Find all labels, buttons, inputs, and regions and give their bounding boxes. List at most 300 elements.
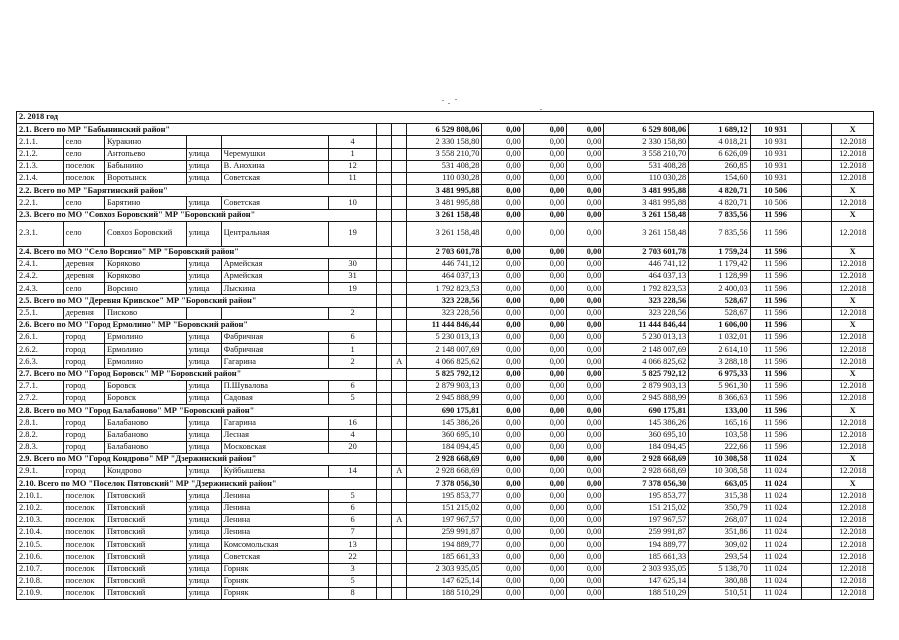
completion-date: 12.2018 (832, 258, 874, 270)
street-name: Горняк (221, 587, 328, 599)
completion-date: 12.2018 (832, 332, 874, 344)
regional-budget: 0,00 (523, 502, 566, 514)
owners-funds: 147 625,14 (604, 575, 689, 587)
local-budget: 0,00 (567, 295, 604, 307)
limit-cost: 11 596 (750, 417, 801, 429)
local-budget: 0,00 (567, 392, 604, 404)
limit-cost: 11 596 (750, 405, 801, 417)
house-letter (392, 160, 407, 172)
completion-date: 12.2018 (832, 563, 874, 575)
settlement-name: Антопьево (105, 148, 187, 160)
street-name: Фабричная (221, 332, 328, 344)
completion-date: 12.2018 (832, 221, 874, 246)
row-number: 2.4.2. (17, 271, 64, 283)
table-row (17, 283, 874, 295)
specific-cost: 4 018,21 (689, 136, 751, 148)
owners-funds: 145 386,26 (604, 417, 689, 429)
empty-cell (377, 307, 392, 319)
settlement-type: деревня (63, 307, 104, 319)
owners-funds: 194 889,77 (604, 539, 689, 551)
street-type: улица (186, 441, 221, 453)
fund-cost: 0,00 (482, 295, 523, 307)
total-cost: 3 481 995,88 (407, 185, 482, 197)
empty-cell (801, 575, 832, 587)
fund-cost: 0,00 (482, 527, 523, 539)
empty-cell (801, 332, 832, 344)
empty-cell (392, 368, 407, 380)
house-number: 20 (328, 441, 377, 453)
empty-cell (801, 502, 832, 514)
owners-funds: 323 228,56 (604, 307, 689, 319)
completion-date: 12.2018 (832, 527, 874, 539)
limit-cost: 11 596 (750, 356, 801, 368)
local-budget: 0,00 (567, 563, 604, 575)
completion-date: 12.2018 (832, 148, 874, 160)
regional-budget: 0,00 (523, 307, 566, 319)
settlement-type: поселок (63, 172, 104, 184)
local-budget: 0,00 (567, 417, 604, 429)
limit-cost: 11 596 (750, 246, 801, 258)
limit-cost: 10 931 (750, 136, 801, 148)
specific-cost: 2 614,10 (689, 344, 751, 356)
group-total-row (17, 295, 874, 307)
specific-cost: 260,85 (689, 160, 751, 172)
specific-cost: 1 032,01 (689, 332, 751, 344)
house-letter (392, 332, 407, 344)
empty-cell (377, 356, 392, 368)
local-budget: 0,00 (567, 258, 604, 270)
settlement-name: Писково (105, 307, 187, 319)
street-type: улица (186, 429, 221, 441)
group-total-row (17, 453, 874, 465)
owners-funds: 2 879 903,13 (604, 380, 689, 392)
row-number: 2.9.1. (17, 466, 64, 478)
local-budget: 0,00 (567, 124, 604, 136)
house-letter: А (392, 356, 407, 368)
owners-funds: 2 148 007,69 (604, 344, 689, 356)
settlement-name: Совхоз Боровский (105, 221, 187, 246)
street-name: Ленина (221, 502, 328, 514)
house-number: 6 (328, 380, 377, 392)
fund-cost: 0,00 (482, 392, 523, 404)
empty-cell (801, 136, 832, 148)
completion-date: 12.2018 (832, 160, 874, 172)
total-cost: 4 066 825,62 (407, 356, 482, 368)
row-number: 2.8.1. (17, 417, 64, 429)
empty-cell (801, 185, 832, 197)
street-type: улица (186, 258, 221, 270)
local-budget: 0,00 (567, 319, 604, 331)
total-cost: 3 261 158,48 (407, 221, 482, 246)
settlement-type: город (63, 441, 104, 453)
fund-cost: 0,00 (482, 160, 523, 172)
regional-budget: 0,00 (523, 539, 566, 551)
limit-cost: 11 596 (750, 368, 801, 380)
row-number: 2.1.2. (17, 148, 64, 160)
owners-funds: 2 928 668,69 (604, 453, 689, 465)
regional-budget: 0,00 (523, 514, 566, 526)
settlement-type: город (63, 380, 104, 392)
row-number: 2.1.4. (17, 172, 64, 184)
empty-cell (801, 478, 832, 490)
fund-cost: 0,00 (482, 209, 523, 221)
completion-date: 12.2018 (832, 392, 874, 404)
table-row (17, 551, 874, 563)
limit-cost: 11 024 (750, 551, 801, 563)
completion-date: 12.2018 (832, 417, 874, 429)
specific-cost: 133,00 (689, 405, 751, 417)
settlement-name: Ермолино (105, 344, 187, 356)
settlement-name: Куракино (105, 136, 187, 148)
limit-cost: 10 931 (750, 172, 801, 184)
table-row (17, 197, 874, 209)
house-letter (392, 539, 407, 551)
local-budget: 0,00 (567, 172, 604, 184)
empty-cell (392, 124, 407, 136)
table-row (17, 160, 874, 172)
limit-cost: 11 596 (750, 429, 801, 441)
limit-cost: 11 596 (750, 344, 801, 356)
owners-funds: 3 261 158,48 (604, 209, 689, 221)
regional-budget: 0,00 (523, 478, 566, 490)
street-name: Советская (221, 551, 328, 563)
settlement-name: Ермолино (105, 356, 187, 368)
empty-cell (377, 368, 392, 380)
specific-cost: 222,66 (689, 441, 751, 453)
empty-cell (377, 453, 392, 465)
house-letter (392, 344, 407, 356)
street-type: улица (186, 344, 221, 356)
fund-cost: 0,00 (482, 563, 523, 575)
table-row (17, 490, 874, 502)
local-budget: 0,00 (567, 502, 604, 514)
house-number: 1 (328, 148, 377, 160)
total-cost: 5 825 792,12 (407, 368, 482, 380)
total-cost: 2 879 903,13 (407, 380, 482, 392)
program-table (16, 111, 874, 600)
house-letter (392, 502, 407, 514)
specific-cost: 154,60 (689, 172, 751, 184)
owners-funds: 5 825 792,12 (604, 368, 689, 380)
house-number: 14 (328, 466, 377, 478)
settlement-type: поселок (63, 514, 104, 526)
settlement-type: поселок (63, 587, 104, 599)
street-type: улица (186, 221, 221, 246)
settlement-type: поселок (63, 551, 104, 563)
total-cost: 2 928 668,69 (407, 466, 482, 478)
table-row (17, 332, 874, 344)
regional-budget: 0,00 (523, 441, 566, 453)
empty-cell (377, 319, 392, 331)
completion-date: 12.2018 (832, 575, 874, 587)
settlement-name: Боровск (105, 380, 187, 392)
limit-cost: 11 024 (750, 539, 801, 551)
limit-cost: 11 596 (750, 271, 801, 283)
regional-budget: 0,00 (523, 380, 566, 392)
settlement-name: Пятовский (105, 502, 187, 514)
empty-cell (801, 221, 832, 246)
owners-funds: 2 928 668,69 (604, 466, 689, 478)
group-label: 2.5. Всего по МО "Деревня Кривское" МР "Боровский район" (17, 295, 377, 307)
street-type: улица (186, 466, 221, 478)
owners-funds: 531 408,28 (604, 160, 689, 172)
owners-funds: 446 741,12 (604, 258, 689, 270)
scan-speck (540, 109, 542, 110)
owners-funds: 6 529 808,06 (604, 124, 689, 136)
group-label: 2.7. Всего по МО "Город Боровск" МР "Боровский район" (17, 368, 377, 380)
regional-budget: 0,00 (523, 185, 566, 197)
fund-cost: 0,00 (482, 380, 523, 392)
local-budget: 0,00 (567, 551, 604, 563)
local-budget: 0,00 (567, 209, 604, 221)
empty-cell (377, 527, 392, 539)
settlement-name: Барятино (105, 197, 187, 209)
row-number: 2.1.1. (17, 136, 64, 148)
specific-cost: 6 975,33 (689, 368, 751, 380)
settlement-type: деревня (63, 258, 104, 270)
street-name: Гагарина (221, 356, 328, 368)
settlement-type: город (63, 392, 104, 404)
total-cost: 11 444 846,44 (407, 319, 482, 331)
row-number: 2.10.3. (17, 514, 64, 526)
local-budget: 0,00 (567, 197, 604, 209)
settlement-type: село (63, 283, 104, 295)
house-letter (392, 172, 407, 184)
empty-cell (377, 380, 392, 392)
specific-cost: 5 961,30 (689, 380, 751, 392)
empty-cell (801, 283, 832, 295)
empty-cell (377, 490, 392, 502)
row-number: 2.3.1. (17, 221, 64, 246)
settlement-name: Кондрово (105, 466, 187, 478)
specific-cost: 510,51 (689, 587, 751, 599)
settlement-name: Пятовский (105, 563, 187, 575)
table-row (17, 344, 874, 356)
table-row (17, 539, 874, 551)
regional-budget: 0,00 (523, 356, 566, 368)
house-letter (392, 417, 407, 429)
settlement-name: Воротынск (105, 172, 187, 184)
owners-funds: 110 030,28 (604, 172, 689, 184)
empty-cell (801, 344, 832, 356)
street-type (186, 307, 221, 319)
empty-cell (392, 478, 407, 490)
empty-cell (801, 172, 832, 184)
limit-cost: 10 931 (750, 148, 801, 160)
group-total-row (17, 124, 874, 136)
limit-cost: 11 596 (750, 307, 801, 319)
specific-cost: 1 128,99 (689, 271, 751, 283)
total-cost: 184 094,45 (407, 441, 482, 453)
total-cost: 690 175,81 (407, 405, 482, 417)
owners-funds: 195 853,77 (604, 490, 689, 502)
regional-budget: 0,00 (523, 466, 566, 478)
street-name: Садовая (221, 392, 328, 404)
house-letter (392, 441, 407, 453)
local-budget: 0,00 (567, 466, 604, 478)
settlement-type: село (63, 221, 104, 246)
house-number: 13 (328, 539, 377, 551)
limit-cost: 11 596 (750, 380, 801, 392)
street-name: Горняк (221, 575, 328, 587)
empty-cell (801, 490, 832, 502)
table-row (17, 575, 874, 587)
specific-cost: 8 366,63 (689, 392, 751, 404)
empty-cell (377, 514, 392, 526)
owners-funds: 2 330 158,80 (604, 136, 689, 148)
total-cost: 3 481 995,88 (407, 197, 482, 209)
row-number: 2.10.8. (17, 575, 64, 587)
street-name: Фабричная (221, 344, 328, 356)
limit-cost: 11 596 (750, 258, 801, 270)
house-letter (392, 307, 407, 319)
street-type: улица (186, 514, 221, 526)
specific-cost: 1 759,24 (689, 246, 751, 258)
street-name: Гагарина (221, 417, 328, 429)
total-cost: 3 261 158,48 (407, 209, 482, 221)
street-type: улица (186, 148, 221, 160)
street-name: П.Шувалова (221, 380, 328, 392)
settlement-type: город (63, 417, 104, 429)
owners-funds: 188 510,29 (604, 587, 689, 599)
empty-cell (377, 136, 392, 148)
house-number: 16 (328, 417, 377, 429)
empty-cell (377, 478, 392, 490)
empty-cell (377, 283, 392, 295)
empty-cell (377, 563, 392, 575)
completion-date: 12.2018 (832, 136, 874, 148)
limit-cost: 11 596 (750, 283, 801, 295)
row-number: 2.5.1. (17, 307, 64, 319)
limit-cost: 11 024 (750, 478, 801, 490)
street-type: улица (186, 563, 221, 575)
table-row (17, 148, 874, 160)
completion-date: 12.2018 (832, 380, 874, 392)
street-name: Лесная (221, 429, 328, 441)
street-name: В. Анохина (221, 160, 328, 172)
table-row (17, 441, 874, 453)
house-number: 19 (328, 221, 377, 246)
table-row (17, 392, 874, 404)
owners-funds: 3 261 158,48 (604, 221, 689, 246)
empty-cell (801, 539, 832, 551)
owners-funds: 323 228,56 (604, 295, 689, 307)
regional-budget: 0,00 (523, 405, 566, 417)
limit-cost: 11 024 (750, 587, 801, 599)
settlement-name: Ворсино (105, 283, 187, 295)
settlement-name: Балабаново (105, 429, 187, 441)
empty-cell (377, 466, 392, 478)
table-row (17, 563, 874, 575)
regional-budget: 0,00 (523, 453, 566, 465)
street-type: улица (186, 356, 221, 368)
completion-date: 12.2018 (832, 587, 874, 599)
year-row (17, 112, 874, 124)
total-cost: 2 148 007,69 (407, 344, 482, 356)
specific-cost: 3 288,18 (689, 356, 751, 368)
house-letter (392, 197, 407, 209)
row-number: 2.1.3. (17, 160, 64, 172)
street-name: Армейская (221, 271, 328, 283)
row-number: 2.4.3. (17, 283, 64, 295)
completion-date: X (832, 453, 874, 465)
limit-cost: 11 024 (750, 490, 801, 502)
regional-budget: 0,00 (523, 221, 566, 246)
regional-budget: 0,00 (523, 575, 566, 587)
settlement-name: Боровск (105, 392, 187, 404)
fund-cost: 0,00 (482, 417, 523, 429)
limit-cost: 11 596 (750, 295, 801, 307)
house-letter (392, 575, 407, 587)
total-cost: 197 967,57 (407, 514, 482, 526)
empty-cell (377, 221, 392, 246)
group-label: 2.10. Всего по МО "Поселок Пятовский" МР "Дзержинский район" (17, 478, 377, 490)
group-total-row (17, 185, 874, 197)
year-title: 2. 2018 год (17, 112, 874, 124)
total-cost: 323 228,56 (407, 307, 482, 319)
settlement-type: поселок (63, 527, 104, 539)
fund-cost: 0,00 (482, 405, 523, 417)
regional-budget: 0,00 (523, 490, 566, 502)
street-name (221, 307, 328, 319)
settlement-name: Пятовский (105, 514, 187, 526)
settlement-type: деревня (63, 271, 104, 283)
settlement-type: село (63, 148, 104, 160)
owners-funds: 464 037,13 (604, 271, 689, 283)
street-name: Армейская (221, 258, 328, 270)
empty-cell (801, 392, 832, 404)
house-number: 8 (328, 587, 377, 599)
owners-funds: 185 661,33 (604, 551, 689, 563)
completion-date: 12.2018 (832, 307, 874, 319)
total-cost: 6 529 808,06 (407, 124, 482, 136)
row-number: 2.10.4. (17, 527, 64, 539)
owners-funds: 5 230 013,13 (604, 332, 689, 344)
empty-cell (801, 514, 832, 526)
owners-funds: 3 558 210,70 (604, 148, 689, 160)
specific-cost: 165,16 (689, 417, 751, 429)
specific-cost: 268,07 (689, 514, 751, 526)
settlement-name: Ермолино (105, 332, 187, 344)
total-cost: 259 991,87 (407, 527, 482, 539)
settlement-name: Коряково (105, 271, 187, 283)
empty-cell (377, 124, 392, 136)
house-letter (392, 148, 407, 160)
owners-funds: 11 444 846,44 (604, 319, 689, 331)
group-label: 2.6. Всего по МО "Город Ермолино" МР "Боровский район" (17, 319, 377, 331)
empty-cell (801, 271, 832, 283)
row-number: 2.7.1. (17, 380, 64, 392)
house-number: 10 (328, 197, 377, 209)
settlement-type: город (63, 356, 104, 368)
empty-cell (377, 246, 392, 258)
empty-cell (377, 172, 392, 184)
fund-cost: 0,00 (482, 356, 523, 368)
local-budget: 0,00 (567, 136, 604, 148)
limit-cost: 11 024 (750, 453, 801, 465)
fund-cost: 0,00 (482, 466, 523, 478)
completion-date: 12.2018 (832, 344, 874, 356)
house-number: 19 (328, 283, 377, 295)
settlement-name: Пятовский (105, 539, 187, 551)
house-number: 6 (328, 502, 377, 514)
fund-cost: 0,00 (482, 453, 523, 465)
regional-budget: 0,00 (523, 344, 566, 356)
limit-cost: 11 596 (750, 441, 801, 453)
local-budget: 0,00 (567, 332, 604, 344)
specific-cost: 7 835,56 (689, 209, 751, 221)
group-label: 2.2. Всего по МР "Барятинский район" (17, 185, 377, 197)
